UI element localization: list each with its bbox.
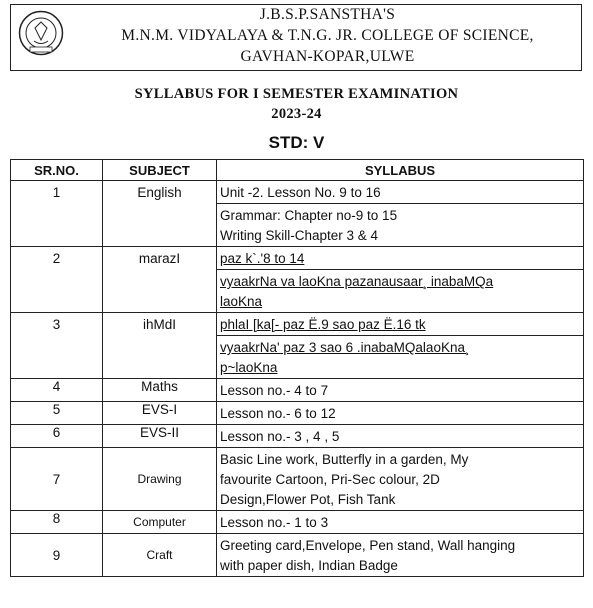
school-name: M.N.M. VIDYALAYA & T.N.G. JR. COLLEGE OF SCIENCE, (121, 27, 534, 44)
syllabus-line: Lesson no.- 1 to 3 (220, 515, 329, 530)
subject: Drawing (103, 448, 217, 511)
syllabus-line: vyaakrNa' paz 3 sao 6 .inabaMQalaoKna¸ p~laoKna (217, 335, 583, 378)
subject: Maths (103, 379, 217, 402)
syllabus-line: Greeting card,Envelope, Pen stand, Wall hanging with paper dish, Indian Badge (220, 538, 516, 573)
syllabus-line: vyaakrNa va laoKna pazanausaar¸ inabaMQa laoKna (217, 269, 583, 312)
syllabus-line: Basic Line work, Butterfly in a garden, My favourite Cartoon, Pri-Sec colour, 2D Design,Flower Pot, Fish Tank (220, 452, 469, 507)
sr-no: 9 (11, 534, 103, 577)
syllabus-cell (217, 534, 584, 577)
sr-no: 6 (11, 425, 103, 448)
school-logo-icon (18, 10, 64, 56)
syllabus-cell (217, 425, 584, 448)
sr-no: 5 (11, 402, 103, 425)
syllabus-table (10, 159, 584, 577)
syllabus-cell (217, 313, 584, 379)
sr-no: 3 (11, 313, 103, 379)
subject: marazI (103, 247, 217, 313)
header-subject: SUBJECT (103, 160, 217, 181)
syllabus-line: phlaI [ka[- paz Ë.9 sao paz Ë.16 tk (220, 317, 426, 332)
subject: ihMdI (103, 313, 217, 379)
sr-no: 2 (11, 247, 103, 313)
syllabus-line: Lesson no.- 4 to 7 (220, 383, 329, 398)
academic-year: 2023-24 (271, 106, 322, 122)
syllabus-line: Grammar: Chapter no-9 to 15 Writing Skill-Chapter 3 & 4 (217, 203, 583, 246)
sr-no: 4 (11, 379, 103, 402)
sr-no: 1 (11, 181, 103, 247)
table-row (11, 379, 584, 402)
standard-label: STD: V (268, 133, 325, 152)
subject: EVS-I (103, 402, 217, 425)
subject: EVS-II (103, 425, 217, 448)
table-row (11, 448, 584, 511)
school-trust-name: J.B.S.P.SANSTHA'S (259, 6, 396, 23)
header-sr-no: SR.NO. (11, 160, 103, 181)
syllabus-line: paz k`.'8 to 14 (220, 251, 305, 266)
syllabus-cell (217, 181, 584, 247)
syllabus-line: Unit -2. Lesson No. 9 to 16 (220, 185, 381, 200)
table-row (11, 247, 584, 313)
document-title: SYLLABUS FOR I SEMESTER EXAMINATION (134, 86, 459, 102)
header-syllabus: SYLLABUS (217, 160, 584, 181)
school-location: GAVHAN-KOPAR,ULWE (240, 48, 415, 65)
table-header-row (11, 160, 584, 181)
table-row (11, 402, 584, 425)
table-row (11, 181, 584, 247)
syllabus-cell (217, 247, 584, 313)
subject: Computer (103, 511, 217, 534)
table-row (11, 534, 584, 577)
syllabus-cell (217, 379, 584, 402)
syllabus-cell (217, 511, 584, 534)
table-row (11, 425, 584, 448)
table-row (11, 511, 584, 534)
syllabus-cell (217, 402, 584, 425)
sr-no: 8 (11, 511, 103, 534)
syllabus-line: Lesson no.- 3 , 4 , 5 (220, 429, 340, 444)
syllabus-line: Lesson no.- 6 to 12 (220, 406, 336, 421)
syllabus-cell (217, 448, 584, 511)
sr-no: 7 (11, 448, 103, 511)
table-row (11, 313, 584, 379)
subject: English (103, 181, 217, 247)
subject: Craft (103, 534, 217, 577)
